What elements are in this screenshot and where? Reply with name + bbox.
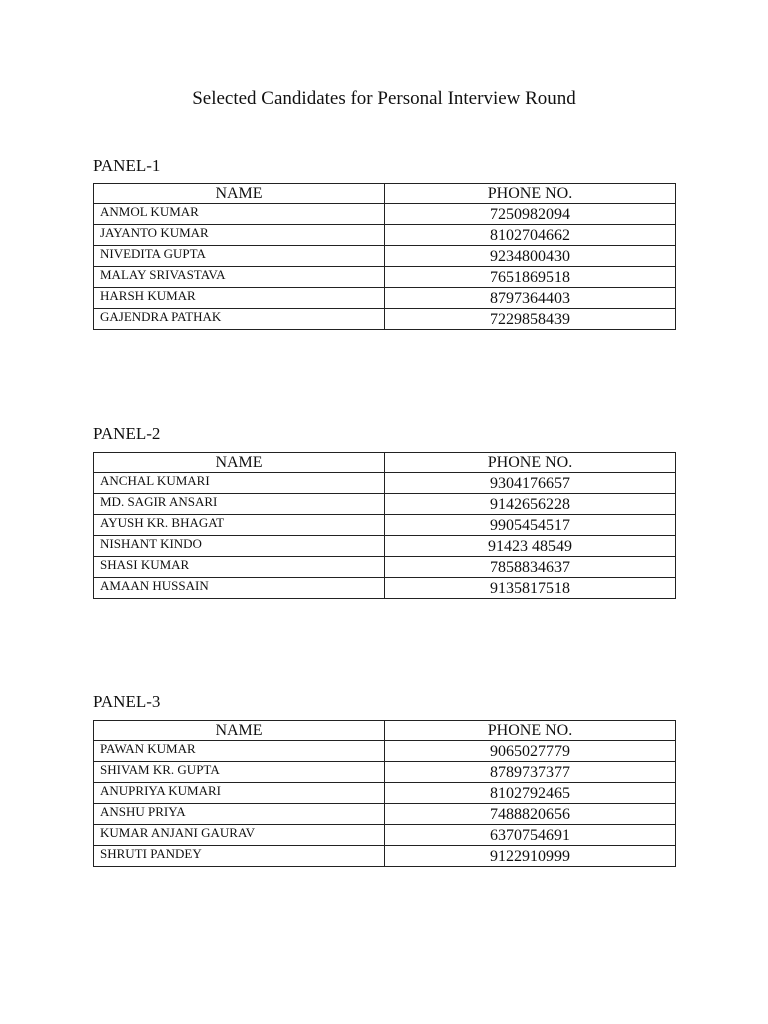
candidate-name: SHRUTI PANDEY	[94, 846, 385, 867]
candidate-name: MD. SAGIR ANSARI	[94, 494, 385, 515]
name-column-header: NAME	[94, 453, 385, 473]
panel-3-table	[93, 720, 676, 867]
candidate-name: AYUSH KR. BHAGAT	[94, 515, 385, 536]
candidate-name: PAWAN KUMAR	[94, 741, 385, 762]
candidate-phone: 7651869518	[385, 267, 676, 288]
candidate-name: SHASI KUMAR	[94, 557, 385, 578]
candidate-phone: 8797364403	[385, 288, 676, 309]
phone-column-header: PHONE NO.	[385, 453, 676, 473]
candidate-phone: 91423 48549	[385, 536, 676, 557]
table-row	[94, 473, 676, 494]
table-row	[94, 783, 676, 804]
candidate-name: AMAAN HUSSAIN	[94, 578, 385, 599]
candidate-phone: 9905454517	[385, 515, 676, 536]
table-header-row	[94, 721, 676, 741]
panel-2-table	[93, 452, 676, 599]
candidate-name: MALAY SRIVASTAVA	[94, 267, 385, 288]
candidate-phone: 9304176657	[385, 473, 676, 494]
candidate-name: SHIVAM KR. GUPTA	[94, 762, 385, 783]
candidate-phone: 6370754691	[385, 825, 676, 846]
panel-1-table	[93, 183, 676, 330]
candidate-phone: 9234800430	[385, 246, 676, 267]
phone-column-header: PHONE NO.	[385, 721, 676, 741]
table-row	[94, 846, 676, 867]
table-header-row	[94, 184, 676, 204]
table-row	[94, 267, 676, 288]
candidate-phone: 7229858439	[385, 309, 676, 330]
table-row	[94, 578, 676, 599]
candidate-phone: 7488820656	[385, 804, 676, 825]
table-row	[94, 204, 676, 225]
document-title: Selected Candidates for Personal Interview Round	[192, 88, 576, 109]
candidate-name: HARSH KUMAR	[94, 288, 385, 309]
table-row	[94, 536, 676, 557]
candidate-name: JAYANTO KUMAR	[94, 225, 385, 246]
table-row	[94, 309, 676, 330]
candidate-phone: 8789737377	[385, 762, 676, 783]
panel-1-heading: PANEL-1	[93, 156, 161, 175]
table-row	[94, 288, 676, 309]
candidate-phone: 7858834637	[385, 557, 676, 578]
table-row	[94, 557, 676, 578]
table-row	[94, 246, 676, 267]
table-row	[94, 515, 676, 536]
candidate-phone: 9135817518	[385, 578, 676, 599]
table-row	[94, 762, 676, 783]
candidate-phone: 7250982094	[385, 204, 676, 225]
candidate-phone: 8102792465	[385, 783, 676, 804]
table-row	[94, 804, 676, 825]
candidate-phone: 9122910999	[385, 846, 676, 867]
candidate-phone: 9065027779	[385, 741, 676, 762]
name-column-header: NAME	[94, 184, 385, 204]
table-header-row	[94, 453, 676, 473]
panel-3-heading: PANEL-3	[93, 692, 161, 711]
candidate-phone: 8102704662	[385, 225, 676, 246]
table-row	[94, 741, 676, 762]
candidate-name: GAJENDRA PATHAK	[94, 309, 385, 330]
panel-2-heading: PANEL-2	[93, 424, 161, 443]
table-row	[94, 225, 676, 246]
candidate-name: KUMAR ANJANI GAURAV	[94, 825, 385, 846]
candidate-name: ANSHU PRIYA	[94, 804, 385, 825]
phone-column-header: PHONE NO.	[385, 184, 676, 204]
candidate-name: NISHANT KINDO	[94, 536, 385, 557]
candidate-name: ANCHAL KUMARI	[94, 473, 385, 494]
table-row	[94, 494, 676, 515]
candidate-name: ANUPRIYA KUMARI	[94, 783, 385, 804]
candidate-phone: 9142656228	[385, 494, 676, 515]
name-column-header: NAME	[94, 721, 385, 741]
candidate-name: NIVEDITA GUPTA	[94, 246, 385, 267]
table-row	[94, 825, 676, 846]
candidate-name: ANMOL KUMAR	[94, 204, 385, 225]
